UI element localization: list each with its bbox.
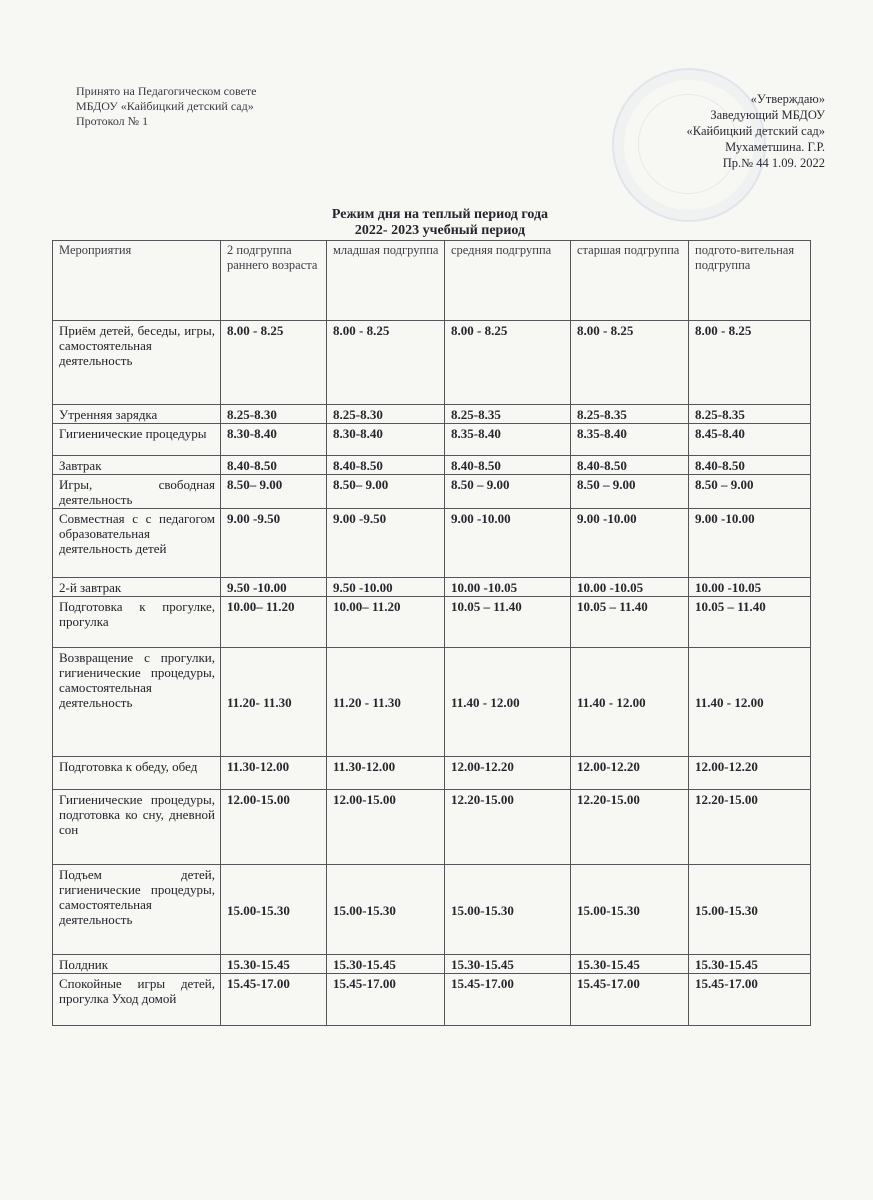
council-line-2: МБДОУ «Кайбицкий детский сад» [76,99,254,113]
table-row [53,865,811,955]
time-cell: 11.40 - 12.00 [445,648,571,757]
time-cell: 11.40 - 12.00 [689,648,811,757]
time-cell: 15.45-17.00 [445,974,571,1026]
time-cell: 8.40-8.50 [689,456,811,475]
table-row [53,321,811,405]
approval-head-block [653,91,825,171]
activity-cell: Подготовка к прогулке, прогулка [53,597,221,648]
time-cell: 10.00 -10.05 [689,578,811,597]
time-cell: 8.50– 9.00 [221,475,327,509]
council-line-1: Принято на Педагогическом совете [76,84,257,98]
time-cell: 8.30-8.40 [327,424,445,456]
header-cell: Мероприятия [53,241,221,321]
time-cell: 8.00 - 8.25 [221,321,327,405]
table-row [53,790,811,865]
time-cell: 11.30-12.00 [327,757,445,790]
time-cell: 11.20 - 11.30 [327,648,445,757]
table-row [53,578,811,597]
table-row [53,509,811,578]
activity-cell: Игры, свободная деятельность [53,475,221,509]
time-cell: 9.00 -10.00 [445,509,571,578]
table-row [53,405,811,424]
time-cell: 8.40-8.50 [327,456,445,475]
schedule-body [53,321,811,1026]
time-cell: 9.00 -9.50 [327,509,445,578]
time-cell: 15.30-15.45 [571,955,689,974]
activity-cell: 2-й завтрак [53,578,221,597]
time-cell: 15.30-15.45 [221,955,327,974]
time-cell: 8.00 - 8.25 [571,321,689,405]
time-cell: 8.40-8.50 [445,456,571,475]
header-cell: старшая подгруппа [571,241,689,321]
time-cell: 15.45-17.00 [689,974,811,1026]
activity-cell: Подготовка к обеду, обед [53,757,221,790]
time-cell: 11.30-12.00 [221,757,327,790]
time-cell: 8.00 - 8.25 [445,321,571,405]
activity-cell: Приём детей, беседы, игры, самостоятельная деятельность [53,321,221,405]
header-cell: 2 подгруппа раннего возраста [221,241,327,321]
header-cell: младшая подгруппа [327,241,445,321]
activity-cell: Гигиенические процедуры [53,424,221,456]
time-cell: 15.30-15.45 [445,955,571,974]
time-cell: 10.00 -10.05 [445,578,571,597]
activity-cell: Возвращение с прогулки, гигиенические процедуры, самостоятельная деятельность [53,648,221,757]
approve-line-2: Заведующий МБДОУ [710,108,825,122]
activity-cell: Полдник [53,955,221,974]
time-cell: 9.00 -9.50 [221,509,327,578]
time-cell: 15.45-17.00 [221,974,327,1026]
time-cell: 10.00– 11.20 [327,597,445,648]
approve-line-4: Мухаметшина. Г.Р. [725,140,825,154]
order-number: Пр.№ 44 1.09. 2022 [722,156,825,170]
time-cell: 8.30-8.40 [221,424,327,456]
table-row [53,456,811,475]
activity-cell: Завтрак [53,456,221,475]
header-row [53,241,811,321]
table-row [53,955,811,974]
time-cell: 10.05 – 11.40 [445,597,571,648]
time-cell: 10.05 – 11.40 [689,597,811,648]
time-cell: 8.00 - 8.25 [689,321,811,405]
activity-cell: Совместная с с педагогом образовательная деятельность детей [53,509,221,578]
time-cell: 15.00-15.30 [327,865,445,955]
time-cell: 8.40-8.50 [571,456,689,475]
time-cell: 12.20-15.00 [689,790,811,865]
time-cell: 15.00-15.30 [221,865,327,955]
time-cell: 15.45-17.00 [571,974,689,1026]
time-cell: 15.00-15.30 [445,865,571,955]
time-cell: 11.40 - 12.00 [571,648,689,757]
time-cell: 8.00 - 8.25 [327,321,445,405]
time-cell: 10.05 – 11.40 [571,597,689,648]
header-cell: подгото-вительная подгруппа [689,241,811,321]
time-cell: 9.00 -10.00 [571,509,689,578]
time-cell: 8.50– 9.00 [327,475,445,509]
time-cell: 15.30-15.45 [327,955,445,974]
time-cell: 8.35-8.40 [571,424,689,456]
time-cell: 8.25-8.35 [571,405,689,424]
time-cell: 8.25-8.35 [689,405,811,424]
table-row [53,648,811,757]
time-cell: 12.20-15.00 [445,790,571,865]
time-cell: 9.50 -10.00 [327,578,445,597]
time-cell: 8.40-8.50 [221,456,327,475]
time-cell: 8.35-8.40 [445,424,571,456]
title-line-2: 2022- 2023 учебный период [354,223,526,238]
time-cell: 8.45-8.40 [689,424,811,456]
time-cell: 15.30-15.45 [689,955,811,974]
activity-cell: Спокойные игры детей, прогулка Уход домой [53,974,221,1026]
time-cell: 12.00-15.00 [327,790,445,865]
time-cell: 8.25-8.35 [445,405,571,424]
approve-line-3: «Кайбицкий детский сад» [686,124,825,138]
table-row [53,424,811,456]
time-cell: 8.25-8.30 [327,405,445,424]
activity-cell: Подъем детей, гигиенические процедуры, самостоятельная деятельность [53,865,221,955]
time-cell: 15.00-15.30 [571,865,689,955]
activity-cell: Утренняя зарядка [53,405,221,424]
time-cell: 12.20-15.00 [571,790,689,865]
title-line-1: Режим дня на теплый период года [331,207,549,222]
table-row [53,475,811,509]
time-cell: 15.00-15.30 [689,865,811,955]
schedule-table [52,240,811,1026]
time-cell: 15.45-17.00 [327,974,445,1026]
header-cell: средняя подгруппа [445,241,571,321]
activity-cell: Гигиенические процедуры, подготовка ко сну, дневной сон [53,790,221,865]
council-line-3: Протокол № 1 [76,114,149,128]
time-cell: 11.20- 11.30 [221,648,327,757]
time-cell: 10.00 -10.05 [571,578,689,597]
time-cell: 9.50 -10.00 [221,578,327,597]
time-cell: 12.00-12.20 [571,757,689,790]
approval-council-block [76,84,257,129]
time-cell: 12.00-12.20 [445,757,571,790]
table-row [53,597,811,648]
time-cell: 8.50 – 9.00 [571,475,689,509]
time-cell: 8.25-8.30 [221,405,327,424]
time-cell: 9.00 -10.00 [689,509,811,578]
time-cell: 8.50 – 9.00 [445,475,571,509]
time-cell: 12.00-15.00 [221,790,327,865]
time-cell: 12.00-12.20 [689,757,811,790]
document-title [200,207,680,239]
approve-line-1: «Утверждаю» [750,92,825,106]
table-row [53,757,811,790]
time-cell: 10.00– 11.20 [221,597,327,648]
table-row [53,974,811,1026]
time-cell: 8.50 – 9.00 [689,475,811,509]
